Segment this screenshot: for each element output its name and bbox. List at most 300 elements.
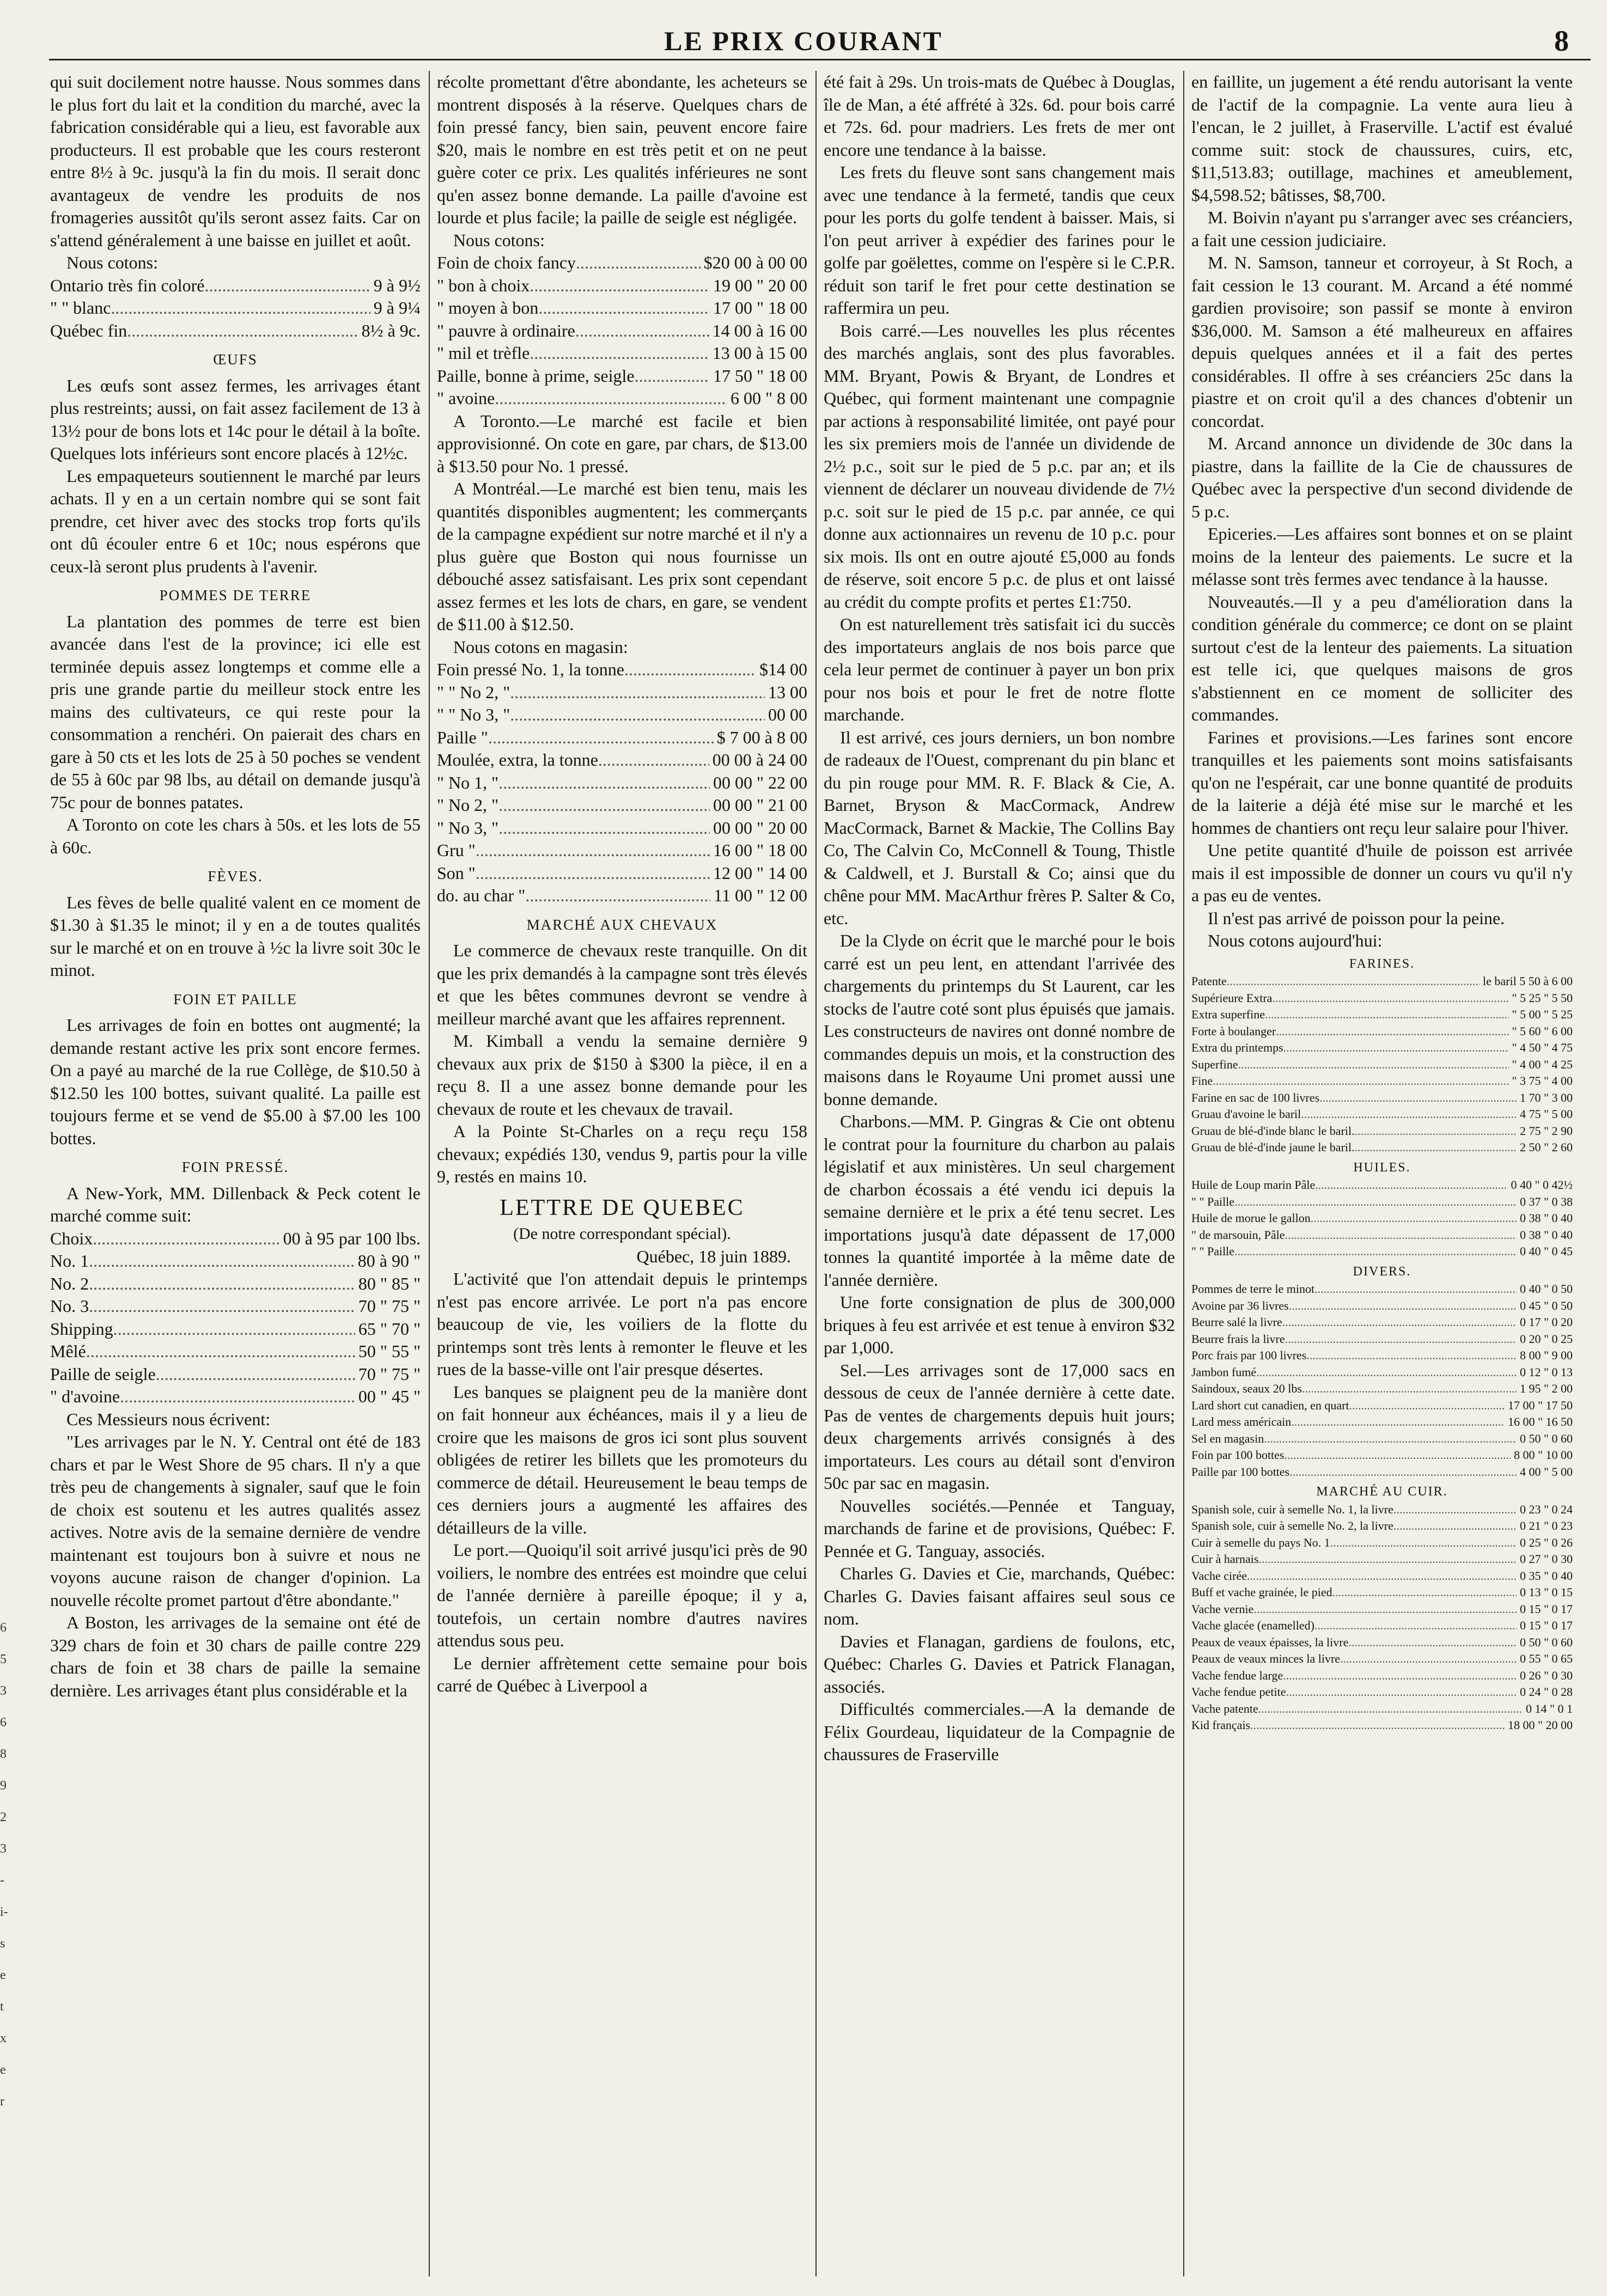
item-price: 12 00 " 14 00 bbox=[713, 863, 807, 883]
item-price: 65 " 70 " bbox=[358, 1318, 421, 1339]
item-name: Vache fendue petite bbox=[1191, 1685, 1286, 1699]
leader-dots bbox=[1265, 1006, 1509, 1023]
leader-dots bbox=[1291, 1414, 1505, 1431]
item-name: No. 2 bbox=[50, 1273, 89, 1293]
paragraph: en faillite, un jugement a été rendu autorisant la vente de l'actif de la compagnie. La vente aura lieu à l'encan, le 2 juillet, à Fraserville. L'actif est évalué comme suit: stock de chaussures, cuirs, etc, $11,513.83; outillage, machines et ameublement, $4,598.52; bâtisses, $8,700. bbox=[1191, 72, 1573, 205]
price-row bbox=[50, 320, 421, 343]
item-name: " No 2, " bbox=[437, 795, 499, 815]
leader-dots bbox=[1227, 973, 1480, 990]
item-price: 0 15 " 0 17 bbox=[1520, 1602, 1573, 1616]
price-row bbox=[1191, 1464, 1573, 1481]
item-price: 14 00 à 16 00 bbox=[712, 320, 807, 340]
margin-mark: x bbox=[0, 2031, 7, 2045]
price-row bbox=[1191, 1684, 1573, 1701]
paragraph: Les empaqueteurs soutiennent le marché par leurs achats. Il y en a un certain nombre qui se sont fait prendre, cet hiver avec des stocks trop forts qu'ils ont dû écouler entre 6 et 10c; nous espérons que ceux-là seront plus prudents à l'avenir. bbox=[50, 466, 421, 576]
price-row bbox=[1191, 1617, 1573, 1634]
paragraph: Le dernier affrètement cette semaine pour bois carré de Québec à Liverpool a bbox=[437, 1653, 807, 1695]
item-price: 0 15 " 0 17 bbox=[1520, 1619, 1573, 1632]
paragraph: Epiceries.—Les affaires sont bonnes et on se plaint moins de la lenteur des paiements. Le sucre et la mélasse sont très fermes avec tendance à la hausse. bbox=[1191, 524, 1573, 589]
leader-dots bbox=[495, 387, 727, 410]
item-name: No. 3 bbox=[50, 1296, 89, 1316]
item-name: " " No 3, " bbox=[437, 705, 510, 724]
leader-dots bbox=[598, 749, 709, 772]
paragraph: qui suit docilement notre hausse. Nous sommes dans le plus fort du lait et la condition du marché, avec la fabrication considérable qui a lieu, est favorable aux producteurs. Il est probable que les cours resteront entre 8½ à 9c. jusqu'à la fin du mois. Il serait donc avantageux de vendre les produits de nos fromageries aussitôt qu'ils seront assez faits. Car on s'attend généralement à une baisse en juillet et août. bbox=[50, 72, 421, 250]
paragraph: A Toronto on cote les chars à 50s. et les lots de 55 à 60c. bbox=[50, 815, 421, 857]
item-price: 17 00 " 17 50 bbox=[1508, 1398, 1573, 1412]
leader-dots bbox=[476, 839, 710, 862]
column-divider bbox=[429, 71, 430, 2276]
section-heading: ŒUFS bbox=[213, 351, 258, 368]
item-name: " d'avoine bbox=[50, 1387, 120, 1406]
item-price: 11 00 " 12 00 bbox=[714, 886, 807, 905]
price-row bbox=[1191, 1397, 1573, 1414]
leader-dots bbox=[1314, 1617, 1517, 1634]
leader-dots bbox=[1393, 1518, 1517, 1535]
paragraph: M. Kimball a vendu la semaine dernière 9 chevaux aux prix de $150 à $300 la pièce, il en a reçu 8. Il a une assez bonne demande pour les chevaux de route et les chevaux de travail. bbox=[437, 1031, 807, 1119]
leader-dots bbox=[529, 274, 710, 297]
leader-dots bbox=[1340, 1651, 1517, 1668]
leader-dots bbox=[1314, 1281, 1517, 1298]
leader-dots bbox=[1319, 1090, 1517, 1107]
item-name: Sel en magasin bbox=[1191, 1431, 1264, 1445]
price-row bbox=[1191, 1447, 1573, 1464]
margin-mark: e bbox=[0, 1968, 6, 1982]
item-name: Forte à boulanger bbox=[1191, 1024, 1276, 1038]
paragraph: Le commerce de chevaux reste tranquille. On dit que les prix demandés à la campagne sont très élevés et que les bêtes communes devront se vendre à meilleur marché avant que les affaires reprennent. bbox=[437, 941, 807, 1028]
item-price: 0 38 " 0 40 bbox=[1520, 1228, 1573, 1242]
item-price: 00 00 " 21 00 bbox=[713, 795, 807, 815]
leader-dots bbox=[1349, 1397, 1505, 1414]
item-name: Vache vernie bbox=[1191, 1602, 1254, 1616]
item-price: " 4 50 " 4 75 bbox=[1512, 1041, 1573, 1054]
item-price: 8½ à 9c. bbox=[361, 320, 421, 340]
item-name: Gruau de blé-d'inde blanc le baril. bbox=[1191, 1123, 1355, 1138]
price-tables bbox=[1191, 956, 1573, 1734]
leader-dots bbox=[1272, 990, 1508, 1007]
leader-dots bbox=[575, 320, 709, 343]
price-row bbox=[1191, 1364, 1573, 1381]
item-price: 0 14 " 0 1 bbox=[1526, 1701, 1573, 1715]
price-row bbox=[1191, 1331, 1573, 1348]
price-row bbox=[1191, 1139, 1573, 1156]
item-price: 0 23 " 0 24 bbox=[1520, 1502, 1573, 1516]
item-price: " 5 60 " 6 00 bbox=[1512, 1024, 1573, 1038]
item-price: 00 00 " 20 00 bbox=[713, 817, 807, 838]
margin-mark: s bbox=[0, 1937, 5, 1951]
item-price: 2 50 " 2 60 bbox=[1520, 1140, 1573, 1154]
store-price-list bbox=[437, 658, 807, 907]
price-row bbox=[50, 274, 421, 297]
item-price: 9 à 9¼ bbox=[373, 298, 421, 317]
table-heading: DIVERS. bbox=[1353, 1264, 1411, 1279]
item-name: Paille de seigle bbox=[50, 1364, 156, 1384]
paragraph: "Les arrivages par le N. Y. Central ont été de 183 chars et par le West Shore de 95 chars. Il n'y a que très peu de changements à signaler, sauf que le foin de choix est soutenu et les autres qualités assez actives. Notre avis de la semaine dernière de vendre maintenant est toujours bon à suivre et nous ne voyons aucune raison de changer d'opinion. La nouvelle récolte promet partout d'être abondante." bbox=[50, 1432, 421, 1610]
item-name: Saindoux, seaux 20 lbs bbox=[1191, 1382, 1302, 1395]
leader-dots bbox=[1258, 1551, 1517, 1568]
item-name: Buff et vache grainée, le pied bbox=[1191, 1585, 1332, 1599]
item-name: Patente bbox=[1191, 974, 1227, 988]
item-price: 0 13 " 0 15 bbox=[1520, 1585, 1573, 1599]
price-row bbox=[437, 320, 807, 343]
item-price: 00 à 95 par 100 lbs. bbox=[283, 1228, 421, 1248]
newspaper-title: LE PRIX COURANT bbox=[664, 26, 943, 56]
section-heading: FÈVES. bbox=[208, 868, 263, 884]
price-row bbox=[1191, 1717, 1573, 1734]
price-row bbox=[1191, 1106, 1573, 1123]
paragraph: Difficultés commerciales.—A la demande de Félix Gourdeau, liquidateur de la Compagnie de chaussures de Fraserville bbox=[824, 1699, 1175, 1764]
leader-dots bbox=[1264, 1431, 1517, 1448]
item-price: 17 50 " 18 00 bbox=[713, 365, 807, 386]
item-price: 00 00 bbox=[768, 705, 807, 724]
paragraph: A New-York, MM. Dillenback & Peck cotent le marché comme suit: bbox=[50, 1183, 421, 1225]
price-row bbox=[1191, 1701, 1573, 1718]
price-row bbox=[1191, 1123, 1573, 1140]
item-name: Gruau d'avoine le baril bbox=[1191, 1107, 1301, 1121]
leader-dots bbox=[86, 1340, 355, 1363]
item-price: " 5 25 " 5 50 bbox=[1512, 991, 1573, 1005]
paragraph: Les frets du fleuve sont sans changement mais avec une tendance à la fermeté, tandis que ceux pour les ports du golfe tendent à baisser. Mais, si l'on peut arriver à expédier des farines pour le golfe par goëlettes, comme on l'espère si le C.P.R. réduit son tarif le fret pour cette destination se raffermira un peu. bbox=[824, 162, 1175, 317]
leader-dots bbox=[1306, 1347, 1517, 1364]
margin-mark: 8 bbox=[0, 1747, 7, 1761]
leader-dots bbox=[510, 681, 765, 704]
item-name: Kid français bbox=[1191, 1718, 1251, 1732]
item-name: Gruau de blé-d'inde jaune le baril. bbox=[1191, 1140, 1355, 1154]
column-3 bbox=[824, 71, 1175, 2282]
paragraph: M. Arcand annonce un dividende de 30c dans la piastre, dans la faillite de la Cie de chaussures de Québec avec la perspective d'un second dividende de 5 p.c. bbox=[1191, 433, 1573, 521]
price-row bbox=[437, 297, 807, 320]
item-name: Paille " bbox=[437, 727, 488, 747]
price-row bbox=[1191, 1568, 1573, 1585]
new-york-hay-prices bbox=[50, 1228, 421, 1408]
item-name: Foin par 100 bottes bbox=[1191, 1448, 1285, 1462]
price-row bbox=[1191, 1177, 1573, 1194]
paragraph: A Boston, les arrivages de la semaine ont été de 329 chars de foin et 30 chars de paille contre 229 chars de foin et 38 chars de paille la semaine dernière. Les arrivages étant plus considérable et la bbox=[50, 1613, 421, 1700]
item-price: 13 00 bbox=[768, 682, 807, 702]
paragraph: Charbons.—MM. P. Gingras & Cie ont obtenu le contrat pour la fourniture du charbon au palais législatif et aux ministères. Un seul chargement de charbon écossais a été vendu ici depuis la semaine dernière et le prix a été tenu secret. Les importations jusqu'à date dépassent de 17,000 tonnes la quantité importée à la même date de l'année dernière. bbox=[824, 1112, 1175, 1290]
margin-mark: e bbox=[0, 2063, 6, 2077]
paragraph: été fait à 29s. Un trois-mats de Québec à Douglas, île de Man, a été affrété à 32s. 6d. pour bois carré et 72s. 6d. pour madriers. Les frets de mer ont encore une tendance à la baisse. bbox=[824, 72, 1175, 160]
price-row bbox=[50, 1250, 421, 1273]
item-name: Huile de morue le gallon bbox=[1191, 1211, 1311, 1225]
leader-dots bbox=[1253, 1601, 1517, 1618]
item-price: 00 " 45 " bbox=[358, 1387, 421, 1406]
price-row bbox=[1191, 1381, 1573, 1397]
item-price: 0 35 " 0 40 bbox=[1520, 1568, 1573, 1583]
item-price: 00 00 à 24 00 bbox=[712, 750, 807, 770]
leader-dots bbox=[488, 726, 714, 749]
item-price: 1 70 " 3 00 bbox=[1520, 1090, 1573, 1104]
price-row bbox=[437, 884, 807, 907]
price-row bbox=[437, 794, 807, 817]
leader-dots bbox=[635, 365, 710, 388]
item-name: Cuir à harnais bbox=[1191, 1552, 1259, 1566]
item-price: 17 00 " 18 00 bbox=[713, 298, 807, 317]
paragraph: Bois carré.—Les nouvelles les plus récentes des marchés anglais, sont des plus favorables. MM. Bryant, Powis & Bryant, de Londres et Québec, qui forment maintenant une compagnie par actions à responsabilité limitée, ont payé pour les six premiers mois de l'année un dividende de 2½ p.c., soit sur le pied de 5 p.c. par an; et ils viennent de déclarer un nouveau dividende de 7½ p.c. soit sur le pied de 15 p.c. par année, ce qui donne aux actionnaires un revenu de 10 p.c. pour six mois. Ils ont en outre ajouté £5,000 au fonds de réserve, soit encore 5 p.c. de plus et ont laissé au crédit du compte profits et pertes £1:750. bbox=[824, 320, 1175, 612]
item-name: Paille, bonne à prime, seigle bbox=[437, 365, 635, 386]
price-row bbox=[437, 387, 807, 410]
price-row bbox=[1191, 1431, 1573, 1448]
item-name: " " Paille bbox=[1191, 1244, 1235, 1258]
misc-price-list bbox=[1191, 1281, 1573, 1480]
leader-dots bbox=[93, 1228, 279, 1250]
item-name: " pauvre à ordinaire bbox=[437, 320, 575, 340]
leader-dots bbox=[1247, 1568, 1517, 1585]
paragraph: Nous cotons en magasin: bbox=[453, 637, 628, 657]
leader-dots bbox=[1348, 1634, 1517, 1651]
leader-dots bbox=[1393, 1501, 1517, 1518]
paragraph: Il n'est pas arrivé de poisson pour la peine. bbox=[1208, 908, 1505, 928]
leader-dots bbox=[1234, 1243, 1517, 1260]
item-name: Jambon fumé bbox=[1191, 1365, 1257, 1379]
item-price: 0 50 " 0 60 bbox=[1520, 1431, 1573, 1445]
price-row bbox=[50, 1318, 421, 1341]
price-row bbox=[50, 1340, 421, 1363]
item-name: Foin pressé No. 1, la tonne bbox=[437, 660, 624, 679]
item-name: " mil et trèfle bbox=[437, 343, 530, 363]
item-price: 0 40 " 0 50 bbox=[1520, 1282, 1573, 1296]
item-price: 0 25 " 0 26 bbox=[1520, 1535, 1573, 1549]
leader-dots bbox=[127, 320, 358, 343]
item-price: le baril 5 50 à 6 00 bbox=[1483, 974, 1573, 988]
item-name: Paille par 100 bottes bbox=[1191, 1464, 1290, 1479]
item-price: 0 12 " 0 13 bbox=[1520, 1365, 1573, 1379]
paragraph: Farines et provisions.—Les farines sont encore tranquilles et les paiements sont moins satisfaisants qu'on ne l'espérait, car une bonne quantité de produits de la laiterie a déjà été mise sur le marché et les hommes de chantiers ont reçu leur salaire pour l'hiver. bbox=[1191, 727, 1573, 838]
item-name: " No 1, " bbox=[437, 772, 499, 792]
leader-dots bbox=[525, 884, 710, 907]
item-name: Foin de choix fancy bbox=[437, 253, 576, 272]
margin-mark: i- bbox=[0, 1905, 8, 1919]
item-name: " de marsouin, Pâle bbox=[1191, 1228, 1285, 1242]
paragraph: Le port.—Quoiqu'il soit arrivé jusqu'ici près de 90 voiliers, le nombre des entrées est moindre que celui de l'année dernière à pareille époque; il y a, toutefois, un certain nombre d'autres navires attendus sous peu. bbox=[437, 1540, 807, 1650]
item-price: 19 00 " 20 00 bbox=[713, 275, 807, 295]
price-row bbox=[1191, 1601, 1573, 1618]
item-price: 0 45 " 0 50 bbox=[1520, 1298, 1573, 1312]
letter-subtitle: (De notre correspondant spécial). bbox=[513, 1225, 731, 1243]
margin-mark: 3 bbox=[0, 1842, 7, 1856]
column-1 bbox=[50, 71, 421, 2282]
item-price: 9 à 9½ bbox=[373, 275, 421, 295]
hay-price-list bbox=[437, 252, 807, 410]
leader-dots bbox=[1283, 1668, 1517, 1684]
price-row bbox=[50, 1273, 421, 1296]
paragraph: Une petite quantité d'huile de poisson est arrivée mais il est impossible de donner un cours vu qu'il n'y a pas eu de ventes. bbox=[1191, 840, 1573, 905]
leader-dots bbox=[1213, 1073, 1508, 1090]
price-row bbox=[1191, 1551, 1573, 1568]
item-name: " avoine bbox=[437, 388, 495, 408]
paragraph: Nouveautés.—Il y a peu d'amélioration dans la condition générale du commerce; ce dont on se plaint surtout c'est de la lenteur des paiements. La situation est telle ici, que quelques maisons de gros s'abstiennent en ce moment de solliciter des commandes. bbox=[1191, 591, 1573, 724]
price-row bbox=[437, 252, 807, 274]
item-price: 1 95 " 2 00 bbox=[1520, 1382, 1573, 1395]
leader-dots bbox=[204, 274, 370, 297]
column-2 bbox=[437, 71, 807, 2282]
paragraph: A la Pointe St-Charles on a reçu reçu 158 chevaux; expédiés 130, vendus 9, partis pour la ville 9, restés en mains 10. bbox=[437, 1121, 807, 1186]
margin-mark: r bbox=[0, 2095, 4, 2109]
price-row bbox=[50, 1385, 421, 1408]
item-price: 13 00 à 15 00 bbox=[712, 343, 807, 363]
item-name: Supérieure Extra bbox=[1191, 991, 1273, 1005]
left-margin-marks bbox=[0, 1612, 11, 2117]
leader-dots bbox=[1289, 1298, 1517, 1315]
section-heading: MARCHÉ AUX CHEVAUX bbox=[526, 916, 718, 933]
leader-dots bbox=[1289, 1464, 1517, 1481]
item-price: 16 00 " 16 50 bbox=[1508, 1415, 1573, 1428]
item-name: Beurre salé la livre bbox=[1191, 1315, 1282, 1329]
column-divider bbox=[1183, 71, 1184, 2276]
item-name: Peaux de veaux minces la livre bbox=[1191, 1652, 1341, 1665]
item-name: Vache patente bbox=[1191, 1701, 1258, 1715]
cheese-price-list bbox=[50, 274, 421, 343]
item-name: Gru " bbox=[437, 840, 476, 860]
price-row bbox=[1191, 1668, 1573, 1684]
margin-mark: 6 bbox=[0, 1621, 7, 1635]
leader-dots bbox=[1332, 1584, 1517, 1601]
item-name: Vache glacée (enamelled) bbox=[1191, 1619, 1314, 1632]
page-number: 8 bbox=[1554, 25, 1569, 57]
price-row bbox=[1191, 1347, 1573, 1364]
leader-dots bbox=[1285, 1227, 1517, 1244]
paragraph: Nous cotons: bbox=[453, 230, 545, 250]
paragraph: Nous cotons aujourd'hui: bbox=[1208, 931, 1383, 950]
price-row bbox=[1191, 1194, 1573, 1211]
item-name: Ontario très fin coloré bbox=[50, 275, 205, 295]
table-heading: MARCHÉ AU CUIR. bbox=[1316, 1485, 1448, 1499]
letter-heading: LETTRE DE QUEBEC bbox=[500, 1195, 745, 1220]
item-name: Lard short cut canadien, en quart bbox=[1191, 1398, 1349, 1412]
leader-dots bbox=[120, 1385, 355, 1408]
leader-dots bbox=[1355, 1123, 1517, 1140]
item-name: Pommes de terre le minot bbox=[1191, 1282, 1315, 1296]
leader-dots bbox=[476, 862, 710, 885]
item-price: 70 " 75 " bbox=[358, 1364, 421, 1384]
paragraph: De la Clyde on écrit que le marché pour le bois carré est un peu lent, en attendant l'arrivée des chargements du printemps du St Laurent, car les stocks de l'autre coté sont plus épuisés que jamais. Les constructeurs de navires ont donné nombre de commandes depuis un mois, et la construction des maisons dans le Royaume Uni promet aussi une bonne demande. bbox=[824, 931, 1175, 1109]
item-name: Québec fin bbox=[50, 320, 127, 340]
item-price: 0 27 " 0 30 bbox=[1520, 1552, 1573, 1566]
leader-dots bbox=[1311, 1210, 1517, 1227]
leader-dots bbox=[1238, 1057, 1509, 1073]
leader-dots bbox=[89, 1273, 355, 1296]
price-row bbox=[437, 342, 807, 365]
leader-dots bbox=[538, 297, 710, 320]
item-name: Vache fendue large bbox=[1191, 1668, 1283, 1682]
margin-mark: t bbox=[0, 2000, 4, 2014]
paragraph: M. Boivin n'ayant pu s'arranger avec ses créanciers, a fait une cession judiciaire. bbox=[1191, 207, 1573, 250]
item-price: " 5 00 " 5 25 bbox=[1512, 1007, 1573, 1021]
price-row bbox=[1191, 1535, 1573, 1552]
leader-dots bbox=[529, 342, 709, 365]
column-divider bbox=[815, 71, 817, 2276]
price-row bbox=[437, 772, 807, 795]
item-name: No. 1 bbox=[50, 1251, 89, 1271]
item-price: " 4 00 " 4 25 bbox=[1512, 1057, 1573, 1071]
item-price: 00 00 " 22 00 bbox=[713, 772, 807, 792]
price-row bbox=[1191, 1281, 1573, 1298]
item-price: 0 50 " 0 60 bbox=[1520, 1635, 1573, 1649]
leader-dots bbox=[113, 1318, 355, 1341]
leader-dots bbox=[1234, 1194, 1517, 1211]
leader-dots bbox=[1286, 1684, 1517, 1701]
price-row bbox=[1191, 1243, 1573, 1260]
item-name: Mêlé bbox=[50, 1341, 86, 1361]
leader-dots bbox=[156, 1363, 355, 1386]
price-row bbox=[437, 862, 807, 885]
item-price: 0 26 " 0 30 bbox=[1520, 1668, 1573, 1682]
paragraph: M. N. Samson, tanneur et corroyeur, à St Roch, a fait cession le 13 courant. M. Arcand a été nommé gardien provisoire; son passif se monte à environ $36,000. M. Samson a été malheureux en affaires depuis quelques années et il a fait des pertes considérables. Il offre à ses créanciers 25c dans la piastre et on croit qu'il a des chances d'obtenir un concordat. bbox=[1191, 253, 1573, 431]
leader-dots bbox=[1315, 1177, 1507, 1194]
price-row bbox=[1191, 1006, 1573, 1023]
price-row bbox=[437, 658, 807, 681]
item-name: " " blanc bbox=[50, 298, 111, 317]
margin-mark: 9 bbox=[0, 1779, 7, 1793]
item-price: 0 40 " 0 42½ bbox=[1511, 1178, 1573, 1192]
paragraph: Les fèves de belle qualité valent en ce moment de $1.30 à $1.35 le minot; il y en a de toutes qualités sur le marché et on en trouve à ½c la livre soit 30c le minot. bbox=[50, 892, 421, 980]
price-row bbox=[437, 704, 807, 726]
price-row bbox=[437, 839, 807, 862]
paragraph: Ces Messieurs nous écrivent: bbox=[66, 1409, 271, 1429]
item-name: Son " bbox=[437, 863, 476, 883]
price-row bbox=[1191, 1518, 1573, 1535]
item-price: 0 20 " 0 25 bbox=[1520, 1332, 1573, 1346]
price-row bbox=[1191, 1298, 1573, 1315]
letter-date: Québec, 18 juin 1889. bbox=[636, 1246, 791, 1266]
paragraph: On est naturellement très satisfait ici du succès des importateurs anglais de nos bois parce que cela leur permet de continuer à payer un bon prix pour nos bois et pour le fret de notre flotte marchande. bbox=[824, 614, 1175, 724]
section-heading: FOIN ET PAILLE bbox=[173, 991, 297, 1007]
item-price: 2 75 " 2 90 bbox=[1520, 1123, 1573, 1138]
price-row bbox=[437, 681, 807, 704]
price-row bbox=[1191, 1090, 1573, 1107]
paragraph: Une forte consignation de plus de 300,000 briques à feu est arrivée et est tenue à environ $32 par 1,000. bbox=[824, 1292, 1175, 1357]
paragraph: Sel.—Les arrivages sont de 17,000 sacs en dessous de ceux de l'année dernière à cette date. Pas de ventes de chargements depuis huit jours; deux chargements arrivés consignés à des importateurs. Les cours au détail sont d'environ 50c par sac en magasin. bbox=[824, 1360, 1175, 1493]
leader-dots bbox=[1285, 1331, 1517, 1348]
item-name: Peaux de veaux épaisses, la livre bbox=[1191, 1635, 1349, 1649]
margin-mark: - bbox=[0, 1873, 4, 1888]
item-price: 4 00 " 5 00 bbox=[1520, 1464, 1573, 1479]
item-price: 8 00 " 9 00 bbox=[1520, 1348, 1573, 1362]
leader-dots bbox=[1256, 1364, 1517, 1381]
price-row bbox=[1191, 1057, 1573, 1073]
leader-dots bbox=[576, 252, 701, 274]
price-row bbox=[1191, 1584, 1573, 1601]
item-price: 0 17 " 0 20 bbox=[1520, 1315, 1573, 1329]
item-name: " moyen à bon bbox=[437, 298, 539, 317]
masthead bbox=[0, 0, 1607, 60]
price-row bbox=[437, 726, 807, 749]
item-price: " 3 75 " 4 00 bbox=[1512, 1074, 1573, 1088]
price-row bbox=[1191, 1414, 1573, 1431]
price-row bbox=[437, 365, 807, 388]
item-name: Spanish sole, cuir à semelle No. 2, la livre bbox=[1191, 1519, 1393, 1532]
table-heading: HUILES. bbox=[1353, 1160, 1411, 1175]
item-name: Moulée, extra, la tonne bbox=[437, 750, 598, 770]
column-4 bbox=[1191, 71, 1573, 2282]
item-price: 4 75 " 5 00 bbox=[1520, 1107, 1573, 1121]
paragraph: Nouvelles sociétés.—Pennée et Tanguay, marchands de farine et de provisions, Québec: F. Pennée et G. Tanguay, associés. bbox=[824, 1495, 1175, 1561]
item-name: Huile de Loup marin Pâle bbox=[1191, 1178, 1316, 1192]
price-row bbox=[1191, 1073, 1573, 1090]
leader-dots bbox=[1301, 1106, 1517, 1123]
price-row bbox=[1191, 1040, 1573, 1057]
margin-mark: 6 bbox=[0, 1715, 7, 1730]
price-row bbox=[1191, 990, 1573, 1007]
leader-dots bbox=[111, 297, 370, 320]
item-name: Cuir à semelle du pays No. 1 bbox=[1191, 1535, 1330, 1549]
item-price: 0 40 " 0 45 bbox=[1520, 1244, 1573, 1258]
item-name: Avoine par 36 livres bbox=[1191, 1298, 1289, 1312]
margin-mark: 3 bbox=[0, 1684, 7, 1698]
paragraph: Davies et Flanagan, gardiens de foulons, etc, Québec: Charles G. Davies et Patrick Flanagan, associés. bbox=[824, 1631, 1175, 1696]
leader-dots bbox=[498, 794, 710, 817]
leader-dots bbox=[89, 1295, 355, 1318]
section-heading: FOIN PRESSÉ. bbox=[181, 1159, 289, 1175]
